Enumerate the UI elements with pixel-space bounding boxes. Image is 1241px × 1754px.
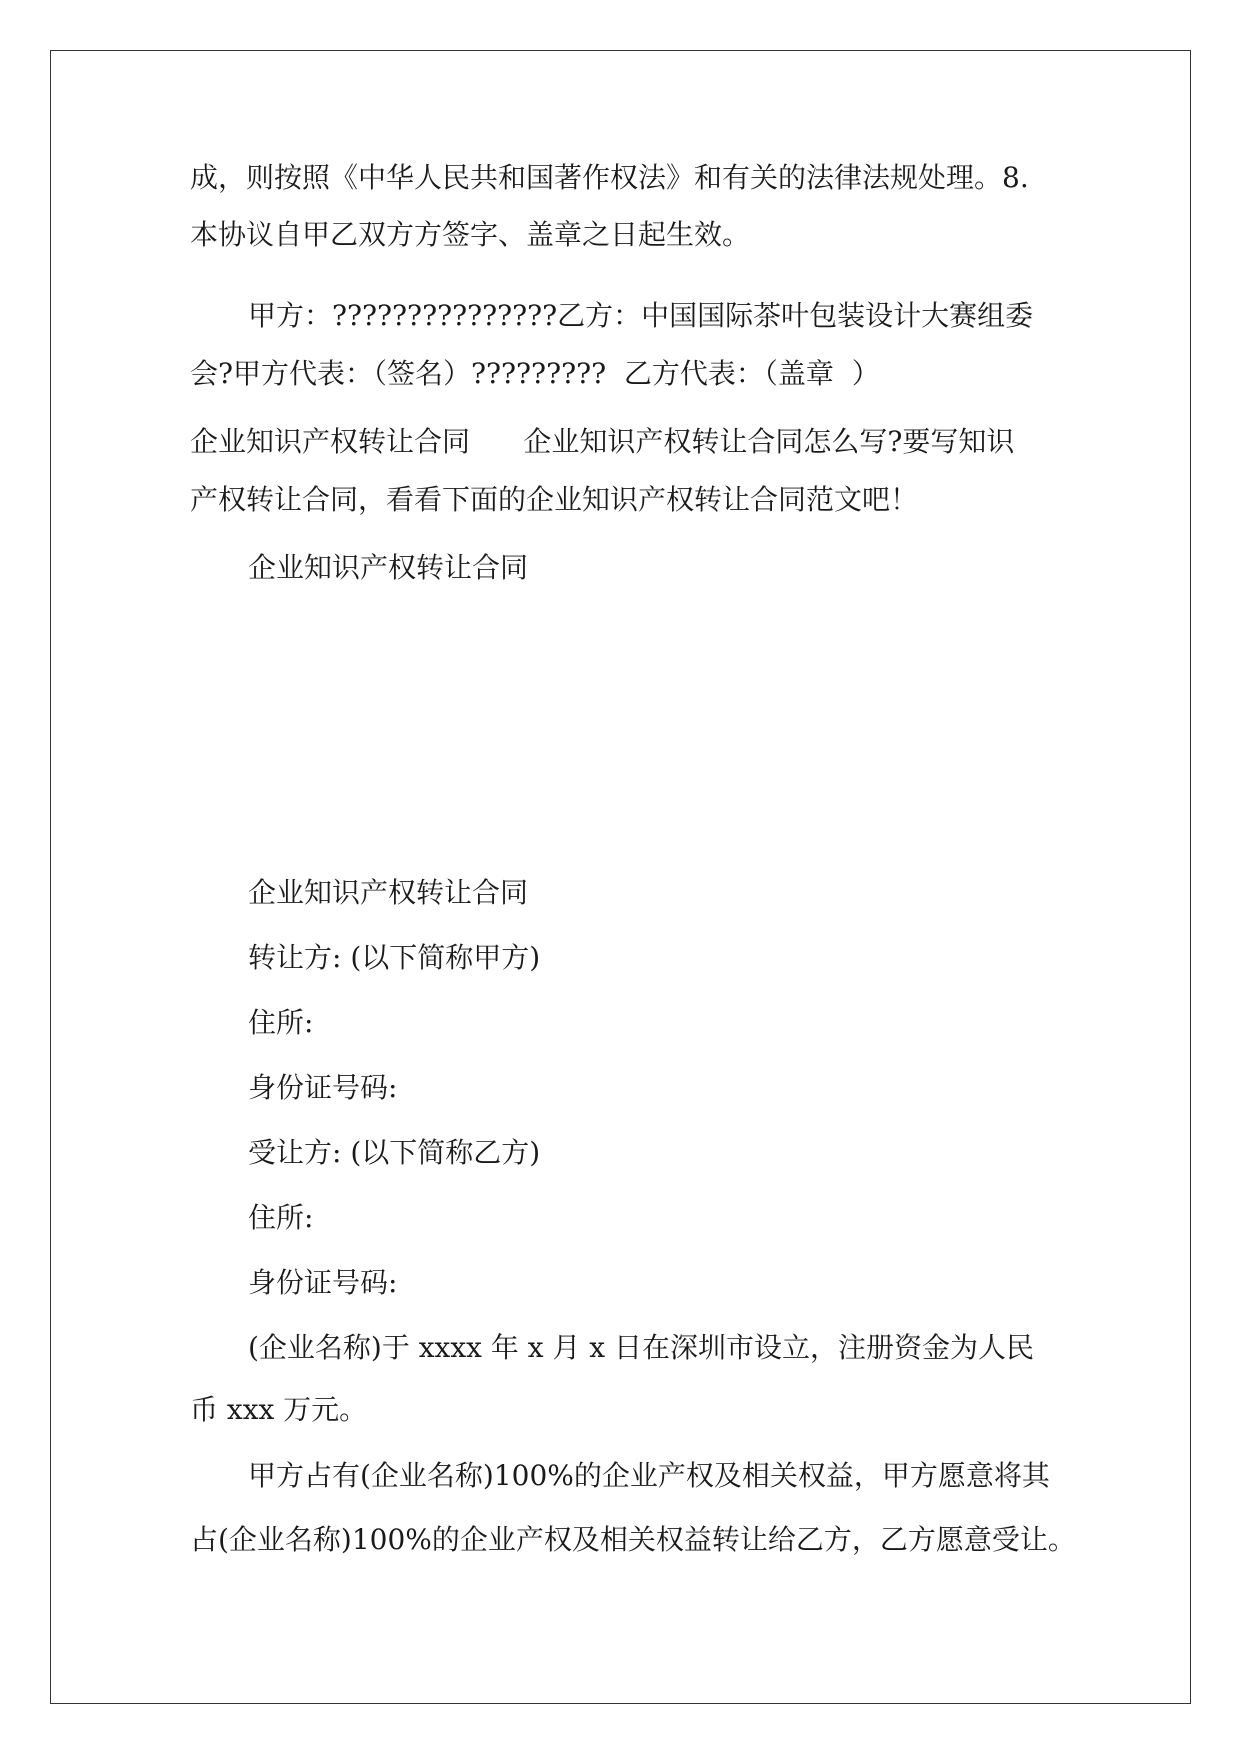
transferee-label: 受让方: (以下简称乙方) [248, 1136, 541, 1169]
address-label: 住所: [248, 1006, 314, 1039]
paragraph-line: 产权转让合同，看看下面的企业知识产权转让合同范文吧！ [190, 483, 919, 516]
id-number-label: 身份证号码: [248, 1071, 398, 1104]
paragraph-line: 本协议自甲乙双方方签字、盖章之日起生效。 [190, 218, 751, 251]
paragraph-line: 甲方占有(企业名称)100%的企业产权及相关权益，甲方愿意将其 [248, 1459, 1050, 1492]
paragraph-line: 甲方：???????????????乙方：中国国际茶叶包装设计大赛组委 [248, 299, 1034, 332]
paragraph-line: 币 xxx 万元。 [190, 1393, 368, 1426]
section-heading: 企业知识产权转让合同 [248, 551, 529, 584]
transferor-label: 转让方: (以下简称甲方) [248, 941, 541, 974]
contract-title: 企业知识产权转让合同 [248, 876, 529, 909]
address-label: 住所: [248, 1201, 314, 1234]
paragraph-line: 占(企业名称)100%的企业产权及相关权益转让给乙方，乙方愿意受让。 [190, 1523, 1076, 1556]
paragraph-line: 成，则按照《中华人民共和国著作权法》和有关的法律法规处理。8. [190, 161, 1029, 194]
paragraph-line: 企业知识产权转让合同 企业知识产权转让合同怎么写?要写知识 [190, 425, 1015, 458]
paragraph-line: 会?甲方代表：（签名）????????? 乙方代表：（盖章 ） [190, 357, 880, 390]
id-number-label: 身份证号码: [248, 1266, 398, 1299]
paragraph-line: (企业名称)于 xxxx 年 x 月 x 日在深圳市设立，注册资金为人民 [248, 1331, 1034, 1364]
